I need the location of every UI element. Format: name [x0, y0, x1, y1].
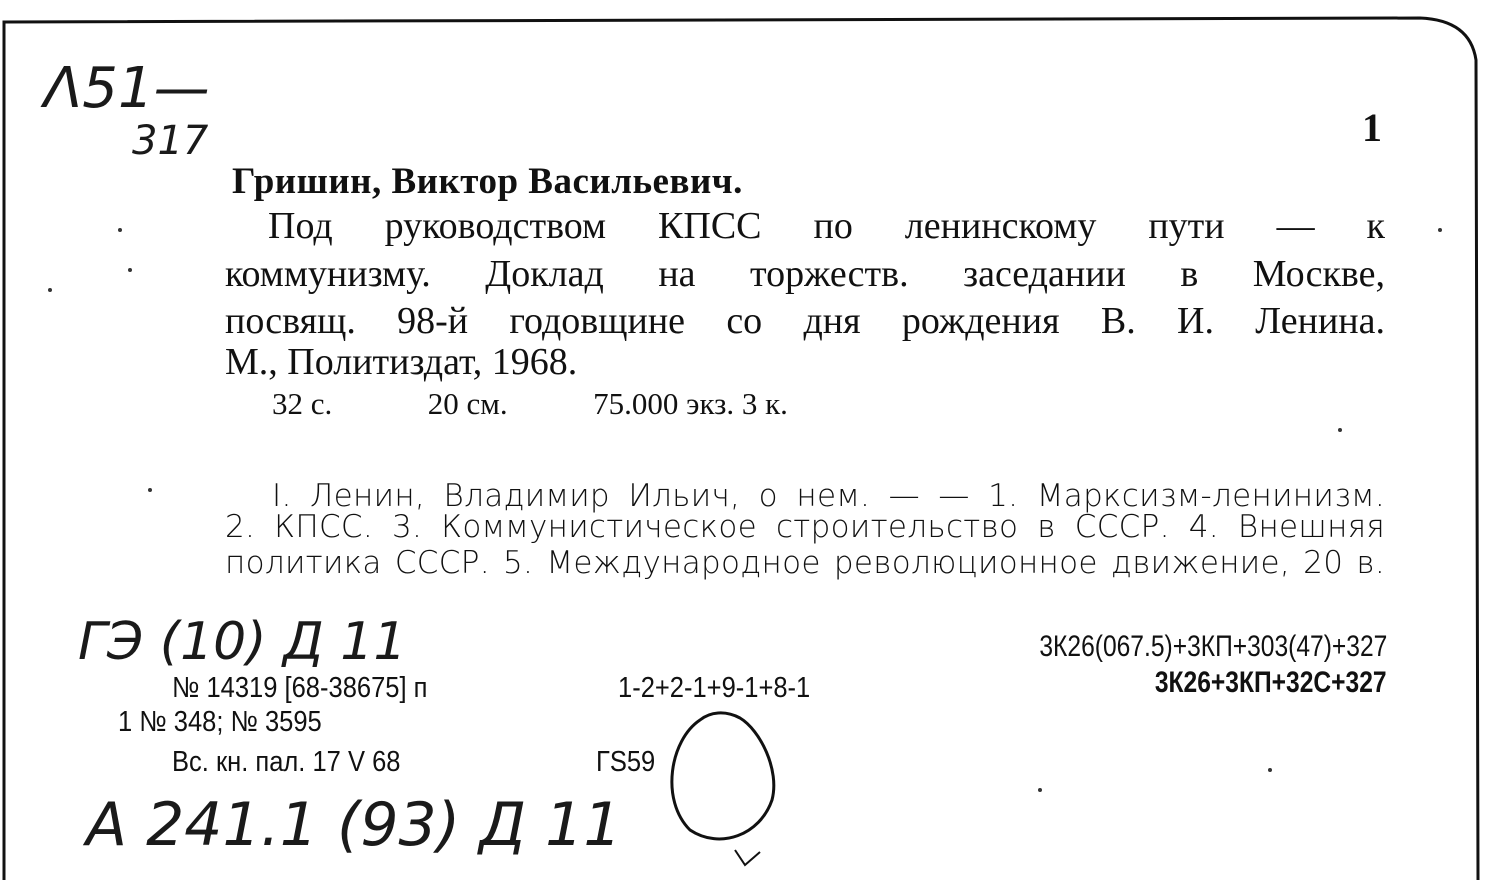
page-count: 32 с. — [272, 386, 333, 421]
index-numbers: 1-2+2-1+9-1+8-1 — [618, 672, 811, 704]
classification-index-1: 3К26(067.5)+3КП+303(47)+327 — [1039, 630, 1387, 663]
copies-price: 75.000 экз. 3 к. — [593, 386, 788, 421]
book-chamber-note: Вс. кн. пал. 17 V 68 — [172, 746, 401, 778]
author-heading: Гришин, Виктор Васильевич. — [232, 161, 743, 202]
handwritten-shelfmark-top-sub: 317 — [132, 118, 209, 164]
subject-line: политика СССР. 5. Международное революционное движение, 20 в. — [225, 545, 1385, 581]
title-line: коммунизму. Доклад на торжеств. заседании в Москве, — [225, 253, 1385, 295]
card-number: 1 — [1362, 105, 1382, 150]
handwritten-shelfmark-bottom: А 241.1 (93) Д 11 — [86, 790, 622, 860]
classification-index-2: 3К26+3КП+32С+327 — [1155, 666, 1387, 699]
handwritten-shelfmark-top: Λ51— — [44, 56, 210, 121]
subject-line: 2. КПСС. 3. Коммунистическое строительство в СССР. 4. Внешняя — [225, 509, 1385, 545]
handwritten-call-number: ГЭ (10) Д 11 — [78, 612, 407, 672]
title-line: М., Политиздат, 1968. — [225, 341, 578, 383]
hand-circle-mark — [672, 713, 774, 839]
record-number: № 14319 [68-38675] п — [172, 672, 428, 704]
physical-description — [272, 386, 788, 422]
title-line: посвящ. 98-й годовщине со дня рождения В. И. Ленина. — [225, 300, 1385, 342]
stamp-code: ГS59 — [596, 746, 656, 778]
reference-numbers: 1 № 348; № 3595 — [118, 706, 322, 738]
title-line: Под руководством КПСС по ленинскому пути — к — [268, 205, 1385, 247]
size: 20 см. — [427, 386, 508, 421]
subject-line: I. Ленин, Владимир Ильич, о нем. — — 1. Марксизм-ленинизм. — [272, 478, 1385, 514]
